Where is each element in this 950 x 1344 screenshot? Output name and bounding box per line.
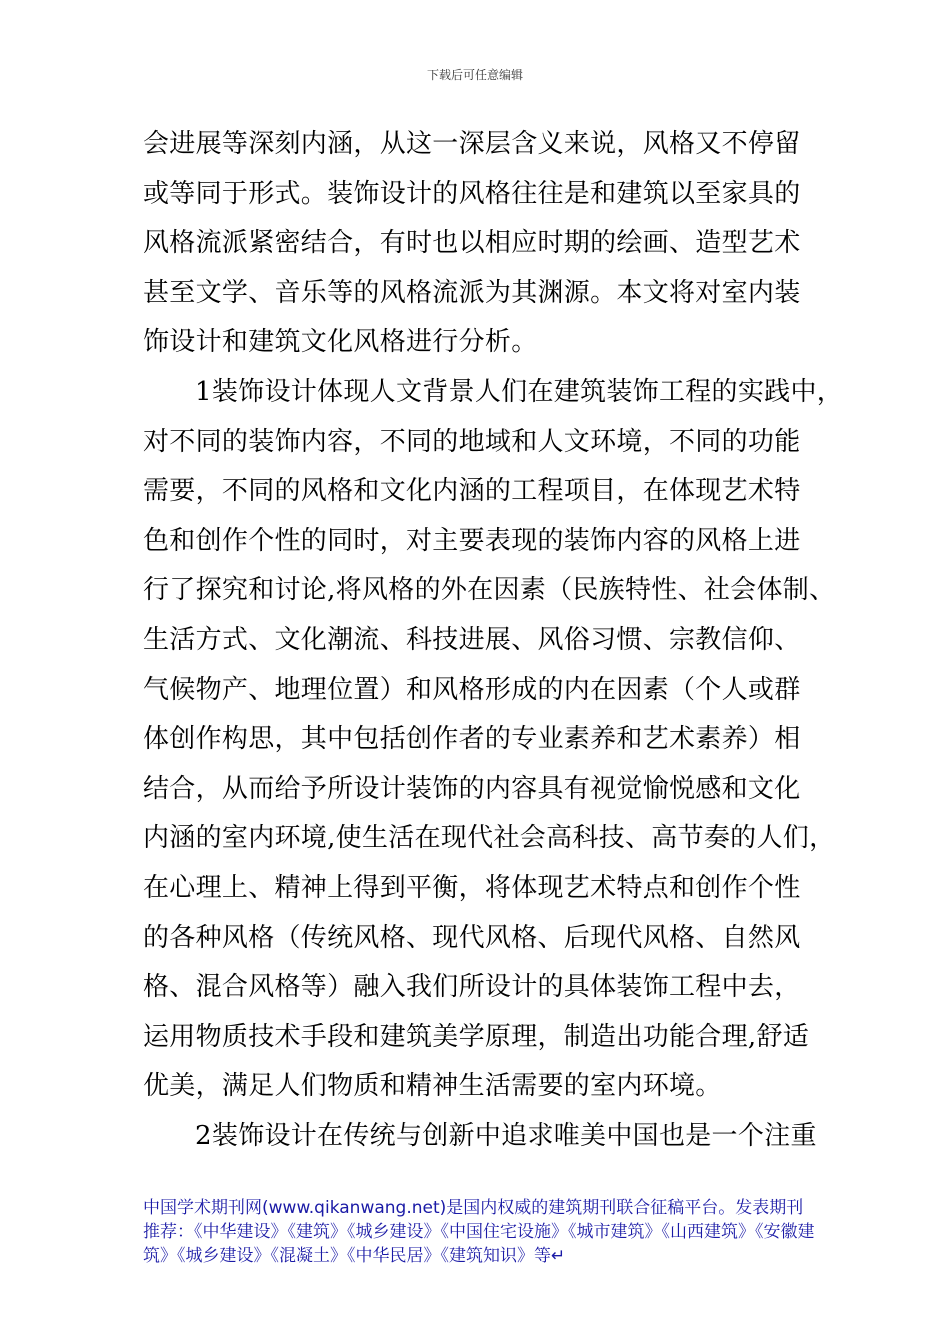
body-line: 风格流派紧密结合，有时也以相应时期的绘画、造型艺术: [143, 228, 801, 259]
body-line: 生活方式、文化潮流、科技进展、风俗习惯、宗教信仰、: [143, 624, 801, 655]
body-line: 需要，不同的风格和文化内涵的工程项目，在体现艺术特: [143, 476, 801, 507]
body-line: 运用物质技术手段和建筑美学原理，制造出功能合理,舒适: [143, 1021, 810, 1052]
body-line: 行了探究和讨论,将风格的外在因素（民族特性、社会体制、: [143, 575, 836, 606]
body-line: 在心理上、精神上得到平衡，将体现艺术特点和创作个性: [143, 872, 801, 903]
section-heading-1: 1装饰设计体现人文背景人们在建筑装饰工程的实践中，: [195, 376, 844, 407]
page-header: 下载后可任意编辑: [426, 68, 523, 82]
footer-line: 推荐：《中华建设》《建筑》《城乡建设》《中国住宅设施》《城市建筑》《山西建筑》《安徽建: [143, 1222, 815, 1242]
footer-notice: [143, 1196, 823, 1268]
body-line: 甚至文学、音乐等的风格流派为其渊源。本文将对室内装: [143, 277, 801, 308]
body-line: 格、混合风格等）融入我们所设计的具体装饰工程中去，: [143, 972, 801, 1003]
body-line: 结合，从而给予所设计装饰的内容具有视觉愉悦感和文化: [143, 773, 801, 804]
body-line: 的各种风格（传统风格、现代风格、后现代风格、自然风: [143, 922, 801, 953]
body-line: 或等同于形式。装饰设计的风格往往是和建筑以至家具的: [143, 178, 801, 209]
body-line: 饰设计和建筑文化风格进行分析。: [143, 327, 538, 358]
footer-line: 中国学术期刊网(www.qikanwang.net)是国内权威的建筑期刊联合征稿平台。发表期刊: [143, 1198, 804, 1218]
body-line: 色和创作个性的同时，对主要表现的装饰内容的风格上进: [143, 525, 801, 556]
body-line: 内涵的室内环境,使生活在现代社会高科技、高节奏的人们，: [143, 823, 836, 854]
body-line: 会进展等深刻内涵，从这一深层含义来说，风格又不停留: [143, 129, 801, 159]
section-heading-2: 2装饰设计在传统与创新中追求唯美中国也是一个注重: [195, 1120, 817, 1151]
body-line: 体创作构思，其中包括创作者的专业素养和艺术素养）相: [143, 724, 801, 755]
body-line: 优美，满足人们物质和精神生活需要的室内环境。: [143, 1071, 722, 1102]
body-line: 气候物产、地理位置）和风格形成的内在因素（个人或群: [143, 674, 801, 705]
body-line: 对不同的装饰内容，不同的地域和人文环境，不同的功能: [143, 426, 801, 457]
document-body: [143, 120, 844, 1161]
footer-line: 筑》《城乡建设》《混凝土》《中华民居》《建筑知识》等↵: [143, 1246, 566, 1266]
